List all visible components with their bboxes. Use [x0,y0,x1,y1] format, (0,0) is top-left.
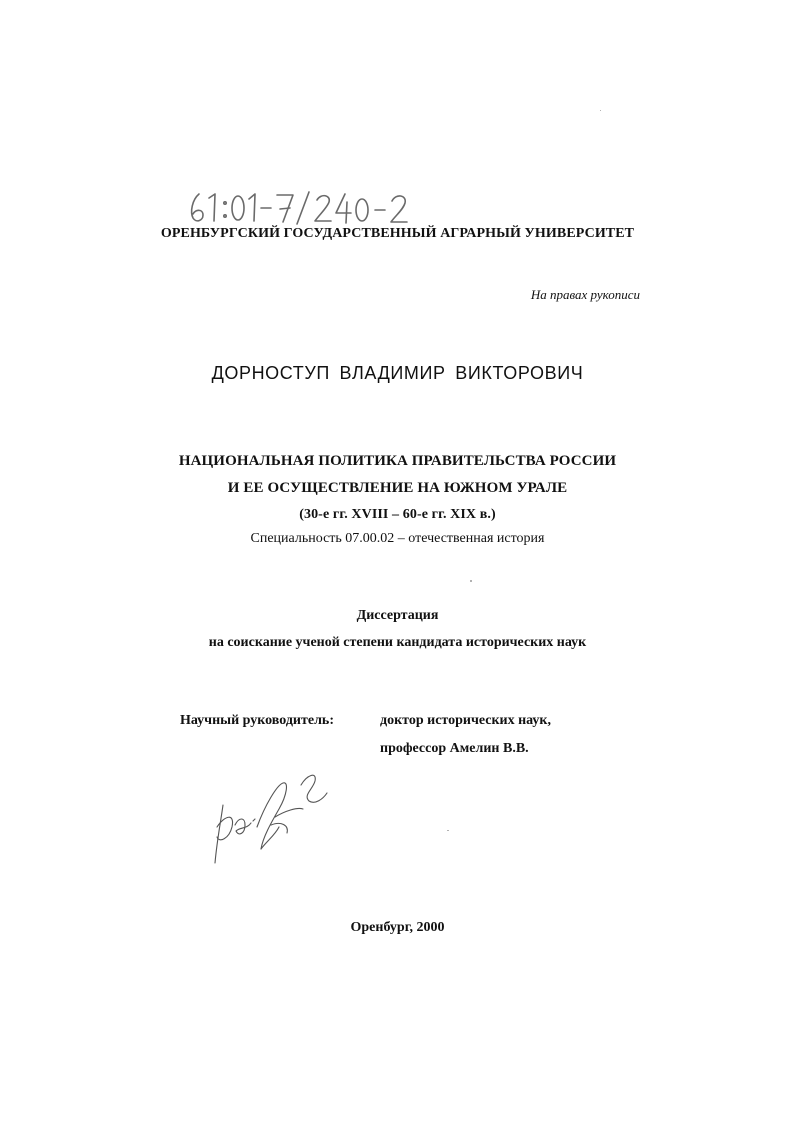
manuscript-rights-note: На правах рукописи [530,287,640,302]
supervisor-degree: доктор исторических наук, [380,713,552,728]
scan-speck [447,830,449,831]
handwritten-archive-code [185,188,435,228]
scan-speck [470,580,472,582]
supervisor-name: профессор Амелин В.В. [380,741,529,756]
supervisor-label: Научный руководитель: [180,713,334,728]
place-and-year: Оренбург, 2000 [350,920,445,935]
author-name: ДОРНОСТУП ВЛАДИМИР ВИКТОРОВИЧ [211,363,584,383]
specialty-line: Специальность 07.00.02 – отечественная история [250,531,545,546]
university-name: ОРЕНБУРГСКИЙ ГОСУДАРСТВЕННЫЙ АГРАРНЫЙ УНИВЕРСИТЕТ [160,226,635,241]
scan-speck [600,110,601,111]
dissertation-title-period: (30-е гг. XVIII – 60-е гг. XIX в.) [299,507,496,522]
dissertation-label: Диссертация [356,608,439,623]
dissertation-title-line-2: И ЕЕ ОСУЩЕСТВЛЕНИЕ НА ЮЖНОМ УРАЛЕ [227,480,568,496]
author-signature [205,765,335,870]
dissertation-purpose: на соискание ученой степени кандидата исторических наук [208,635,587,650]
dissertation-title-line-1: НАЦИОНАЛЬНАЯ ПОЛИТИКА ПРАВИТЕЛЬСТВА РОССИИ [178,453,617,469]
